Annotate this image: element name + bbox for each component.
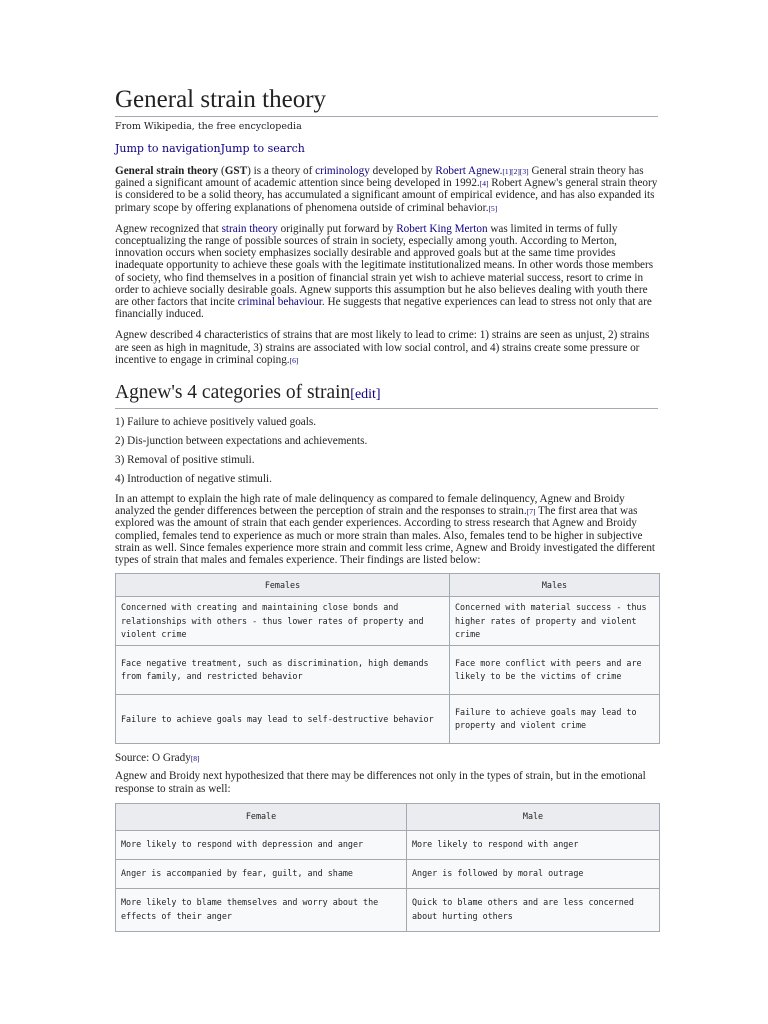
section-heading: Agnew's 4 categories of strain[edit]	[115, 380, 658, 409]
table-cell: Anger is accompanied by fear, guilt, and shame	[116, 859, 407, 888]
table-cell: More likely to respond with depression and anger	[116, 830, 407, 859]
citation-7[interactable]: [7]	[526, 507, 536, 517]
table-cell: Face negative treatment, such as discrimination, high demands from family, and restricted behavior	[116, 646, 450, 695]
table-row	[116, 888, 660, 931]
citation-8[interactable]: [8]	[190, 754, 200, 764]
citation-6[interactable]: [6]	[289, 355, 299, 365]
tagline: From Wikipedia, the free encyclopedia	[115, 121, 302, 132]
table-header: Males	[450, 574, 660, 597]
table-cell: More likely to respond with anger	[407, 830, 660, 859]
article	[115, 84, 658, 932]
link-criminal-behaviour[interactable]: criminal behaviour	[237, 296, 322, 309]
table-cell: Failure to achieve goals may lead to property and violent crime	[450, 695, 660, 744]
table-header: Male	[407, 803, 660, 830]
citation-1-3[interactable]: [1][2][3]	[502, 167, 529, 176]
category-item: 2) Dis-junction between expectations and achievements.	[115, 435, 368, 448]
table-row	[116, 859, 660, 888]
table-cell: More likely to blame themselves and worry about the effects of their anger	[116, 888, 407, 931]
strain-types-table	[115, 573, 660, 744]
category-item: 3) Removal of positive stimuli.	[115, 454, 255, 467]
link-robert-king-merton[interactable]: Robert King Merton	[396, 222, 488, 235]
table-row	[116, 597, 660, 646]
table-cell: Anger is followed by moral outrage	[407, 859, 660, 888]
table-cell: Quick to blame others and are less concerned about hurting others	[407, 888, 660, 931]
table-cell: Concerned with material success - thus higher rates of property and violent crime	[450, 597, 660, 646]
page-title: General strain theory	[115, 84, 658, 117]
citation-4[interactable]: [4]	[479, 179, 489, 189]
link-robert-agnew[interactable]: Robert Agnew	[435, 165, 500, 177]
emotional-paragraph: Agnew and Broidy next hypothesized that there may be differences not only in the types of strain, but in the emotional response to strain as well:	[115, 770, 646, 795]
merton-paragraph: Agnew recognized that strain theory originally put forward by Robert King Merton was limited in terms of fully conceptualizing the range of possible sources of strain in society, especially among youth. According to Merton, innovation occurs when society emphasizes socially desirable and approved goals but at the same time provides inadequate opportunity to achieve these goals with the legitimate institutionalized means. In other words those members of society, who find themselves in a position of financial strain yet wish to achieve material success, resort to crime in order to achieve socially desirable goals. Agnew supports this assumption but he also believes dealing with youth there are other factors that incite criminal behaviour. He suggests that negative experiences can lead to stress not only that are financially induced.	[115, 222, 654, 321]
emotional-response-table	[115, 803, 660, 932]
table-cell: Concerned with creating and maintaining close bonds and relationships with others - thus lower rates of property and violent crime	[116, 597, 450, 646]
source-line: Source: O Grady[8]	[115, 752, 200, 765]
link-strain-theory[interactable]: strain theory	[221, 222, 278, 235]
table-row	[116, 830, 660, 859]
table-row	[116, 646, 660, 695]
table-cell: Failure to achieve goals may lead to self-destructive behavior	[116, 695, 450, 744]
table-header: Female	[116, 803, 407, 830]
jump-links[interactable]: Jump to navigationJump to search	[115, 142, 305, 155]
table-header: Females	[116, 574, 450, 597]
intro-paragraph: General strain theory (GST) is a theory of criminology developed by Robert Agnew.[1][2][3] General strain theory has gained a significant amount of academic attention since being developed in 1992.[4] Robert Agnew's general strain theory is considered to be a solid theory, has accumulated a significant amount of empirical evidence, and has also expanded its primary scope by offering explanations of phenomena outside of criminal behavior.[5]	[115, 165, 658, 214]
characteristics-paragraph: Agnew described 4 characteristics of strains that are most likely to lead to crime: 1) strains are seen as unjust, 2) strains are seen as high in magnitude, 3) strains are associated with low social control, and 4) strains create some pressure or incentive to engage in criminal coping.[6]	[115, 329, 650, 366]
link-criminology[interactable]: criminology	[315, 165, 370, 177]
category-item: 4) Introduction of negative stimuli.	[115, 473, 272, 486]
table-cell: Face more conflict with peers and are likely to be the victims of crime	[450, 646, 660, 695]
gender-paragraph: In an attempt to explain the high rate of male delinquency as compared to female delinquency, Agnew and Broidy analyzed the gender differences between the perception of strain and the responses to strain.[7] The first area that was explored was the amount of strain that each gender experiences. According to stress research that Agnew and Broidy complied, females tend to experience as much or more strain than males. Also, females tend to be higher in subjective strain as well. Since females experience more strain and commit less crime, Agnew and Broidy investigated the different types of strain that males and females experience. Their findings are listed below:	[115, 493, 656, 567]
category-item: 1) Failure to achieve positively valued goals.	[115, 416, 317, 429]
table-row	[116, 695, 660, 744]
edit-link[interactable]: [edit]	[350, 387, 381, 403]
citation-5[interactable]: [5]	[488, 203, 498, 213]
